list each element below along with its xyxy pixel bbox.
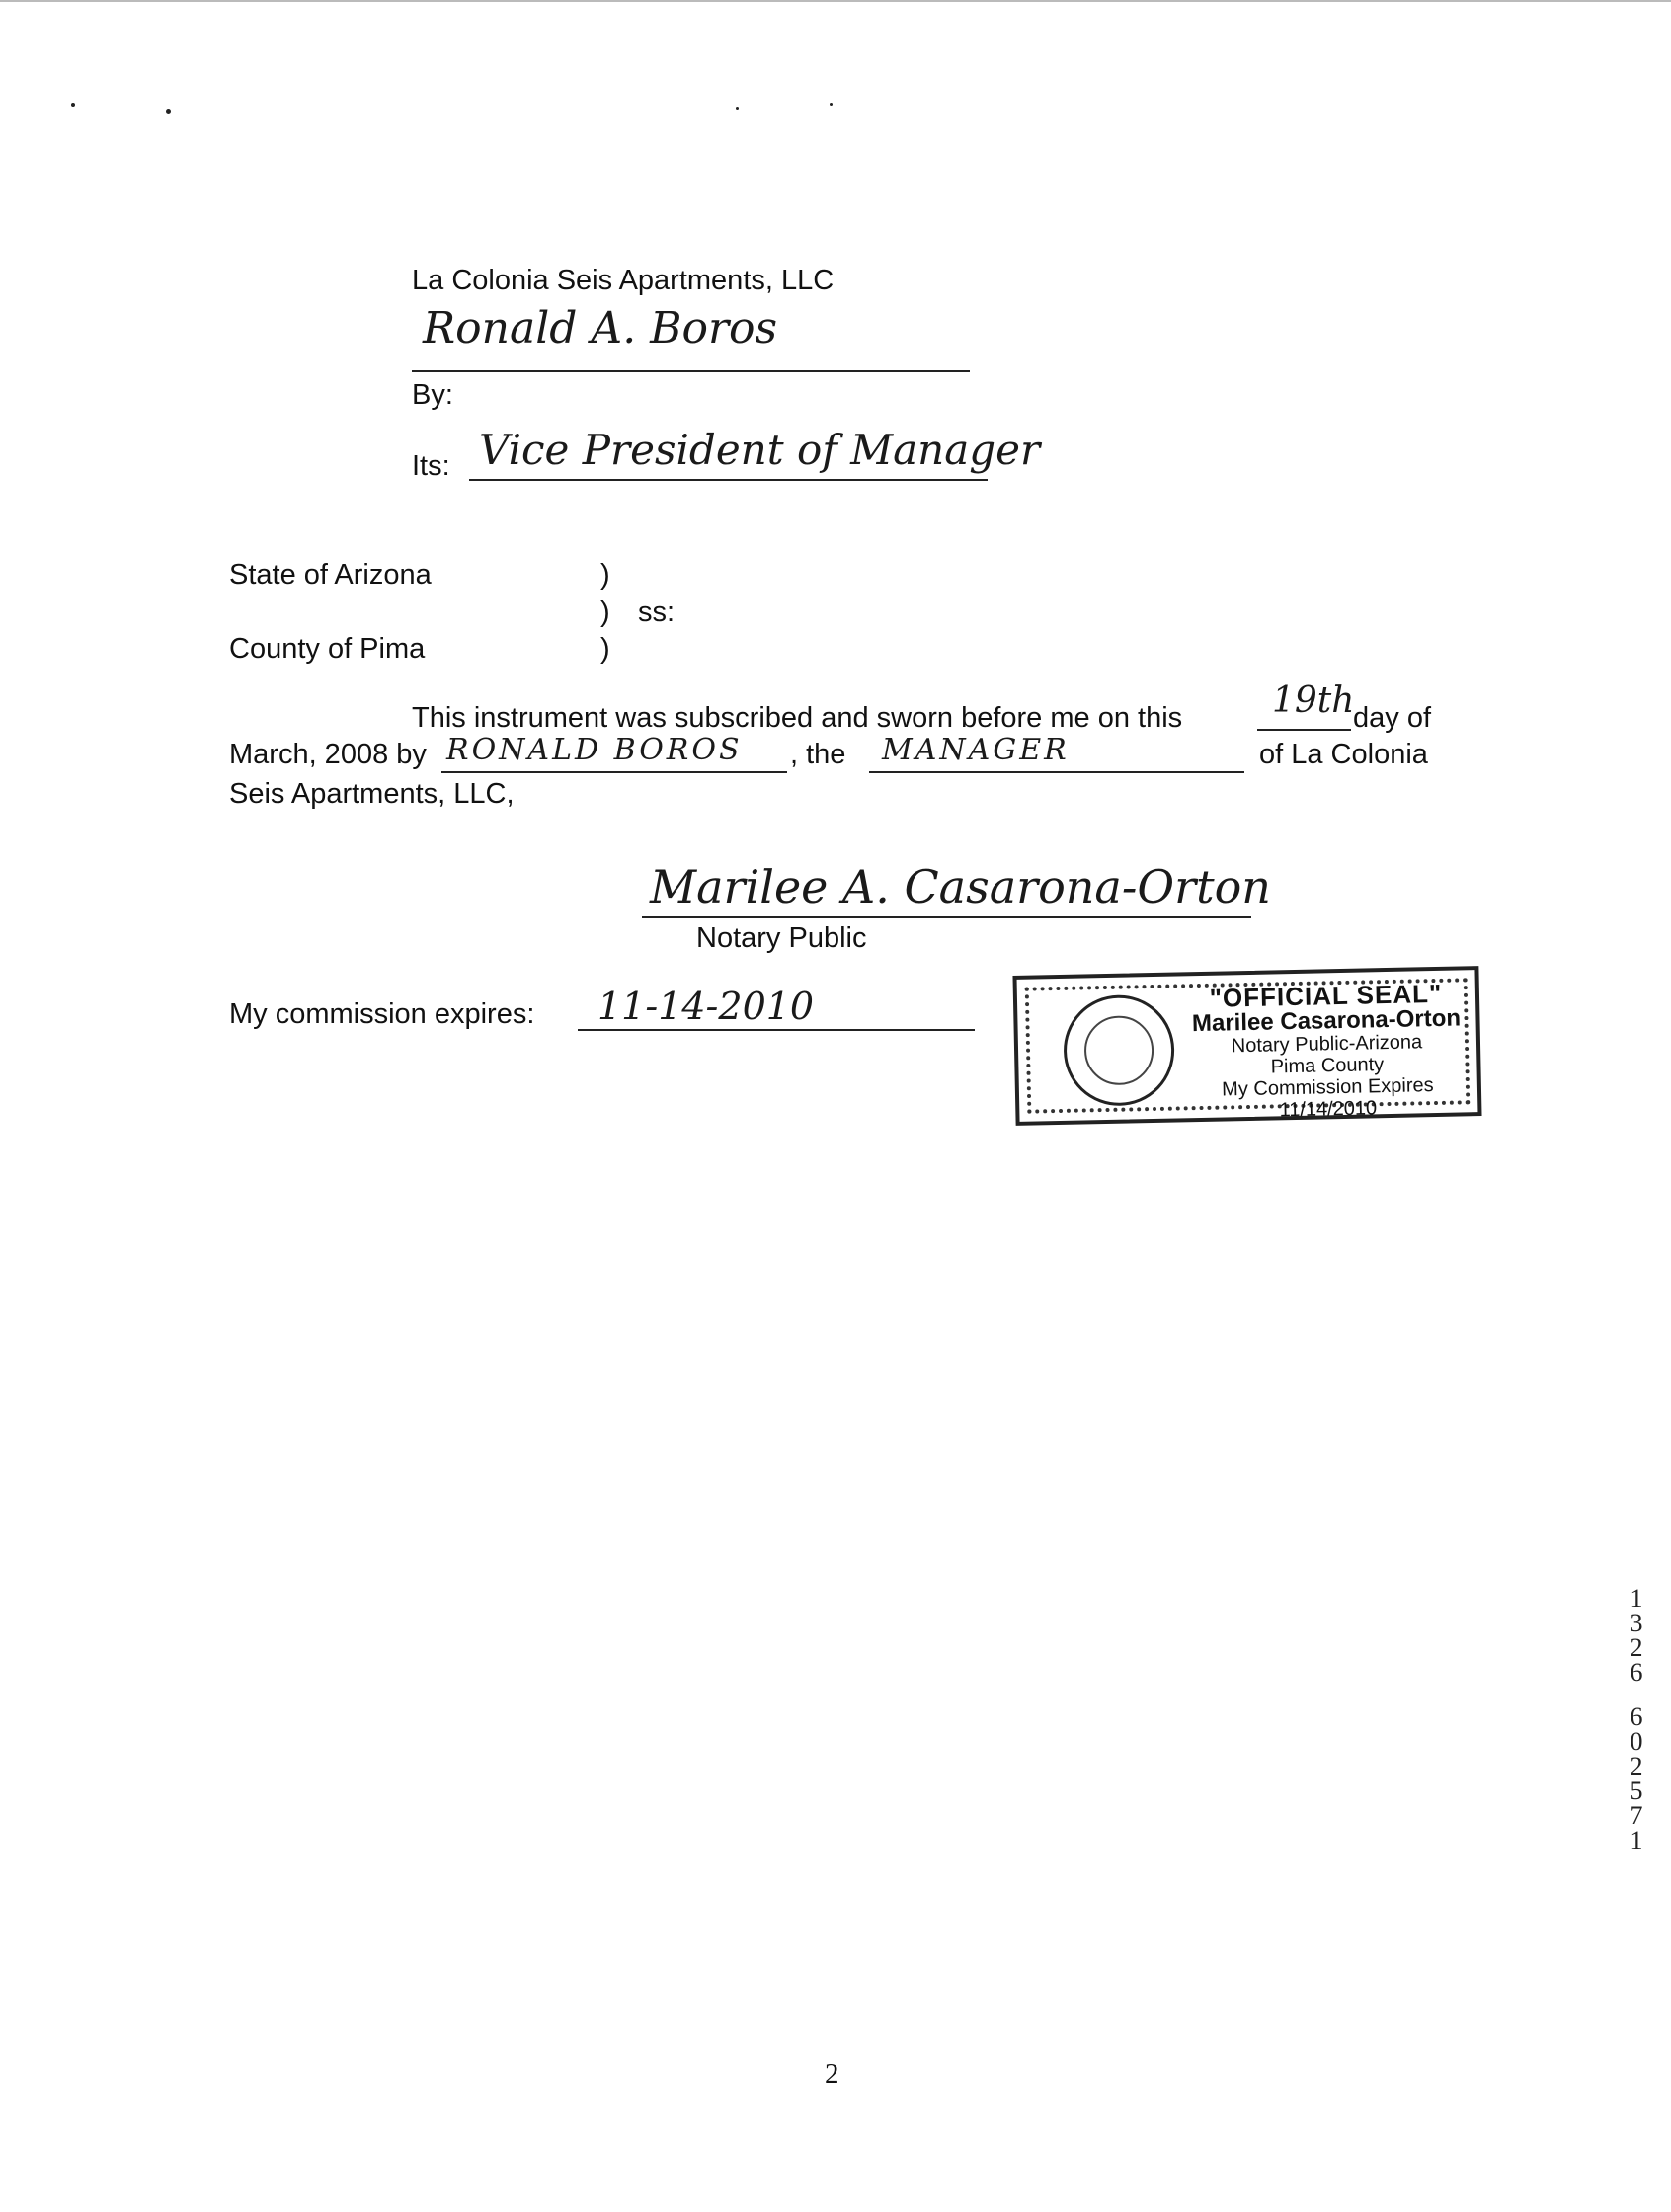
ack-the-label: , the bbox=[790, 739, 846, 770]
scan-speck bbox=[166, 109, 171, 114]
seal-line-1: Notary Public-Arizona bbox=[1231, 1031, 1423, 1058]
its-line bbox=[469, 479, 988, 481]
ack-line3: Seis Apartments, LLC, bbox=[229, 778, 515, 810]
signature-line bbox=[412, 370, 970, 372]
ack-day: 19th bbox=[1272, 680, 1355, 721]
bates-digit: 1 bbox=[1630, 1826, 1643, 1855]
notary-line bbox=[642, 916, 1251, 918]
name-line bbox=[441, 771, 787, 773]
bates-digit: 6 bbox=[1630, 1702, 1643, 1731]
its-label: Its: bbox=[412, 450, 450, 482]
ack-line2-prefix: March, 2008 by bbox=[229, 739, 427, 770]
bates-digit: 5 bbox=[1630, 1777, 1643, 1805]
ack-line1-suffix: day of bbox=[1353, 702, 1431, 734]
scan-speck bbox=[830, 103, 833, 106]
commission-date: 11-14-2010 bbox=[597, 985, 815, 1028]
principal-signature: Ronald A. Boros bbox=[423, 303, 778, 354]
seal-notary-name: Marilee Casarona-Orton bbox=[1191, 1004, 1462, 1038]
notary-seal-stamp bbox=[1012, 966, 1481, 1126]
ack-name: RONALD BOROS bbox=[446, 733, 743, 767]
bates-digit: 3 bbox=[1630, 1609, 1643, 1637]
company-header: La Colonia Seis Apartments, LLC bbox=[412, 265, 835, 296]
bates-number bbox=[1622, 1586, 1651, 1853]
ack-line2-suffix: of La Colonia bbox=[1259, 739, 1428, 770]
bates-digit: 1 bbox=[1630, 1584, 1643, 1613]
seal-text-block bbox=[1185, 980, 1470, 1123]
by-label: By: bbox=[412, 379, 453, 411]
bates-digit: 7 bbox=[1630, 1801, 1643, 1830]
commission-line bbox=[578, 1029, 975, 1031]
page-number: 2 bbox=[825, 2058, 839, 2090]
venue-ss: ss: bbox=[638, 596, 676, 628]
its-title: Vice President of Manager bbox=[479, 426, 1041, 474]
bates-digit: 6 bbox=[1630, 1658, 1643, 1687]
venue-state: State of Arizona bbox=[229, 559, 432, 591]
scan-speck bbox=[736, 107, 739, 110]
bates-digit: 2 bbox=[1630, 1752, 1643, 1780]
bates-gap bbox=[1622, 1685, 1651, 1704]
venue-paren: ) bbox=[600, 633, 610, 665]
seal-line-3: My Commission Expires 11/14/2010 bbox=[1221, 1074, 1434, 1122]
notary-label: Notary Public bbox=[696, 922, 867, 954]
venue-paren: ) bbox=[600, 596, 610, 628]
venue-county: County of Pima bbox=[229, 633, 426, 665]
venue-paren: ) bbox=[600, 559, 610, 591]
seal-title: "OFFICIAL SEAL" bbox=[1209, 978, 1443, 1013]
bates-digit: 0 bbox=[1630, 1727, 1643, 1756]
seal-line-2: Pima County bbox=[1270, 1054, 1385, 1078]
ack-line1-prefix: This instrument was subscribed and sworn before me on this bbox=[412, 702, 1183, 734]
scan-top-edge bbox=[0, 0, 1671, 2]
commission-label: My commission expires: bbox=[229, 998, 535, 1030]
role-line bbox=[869, 771, 1244, 773]
bates-digit: 2 bbox=[1630, 1633, 1643, 1662]
notary-signature: Marilee A. Casarona-Orton bbox=[650, 860, 1271, 913]
day-line bbox=[1257, 729, 1351, 731]
ack-role: MANAGER bbox=[882, 733, 1070, 767]
scan-speck bbox=[71, 103, 75, 107]
